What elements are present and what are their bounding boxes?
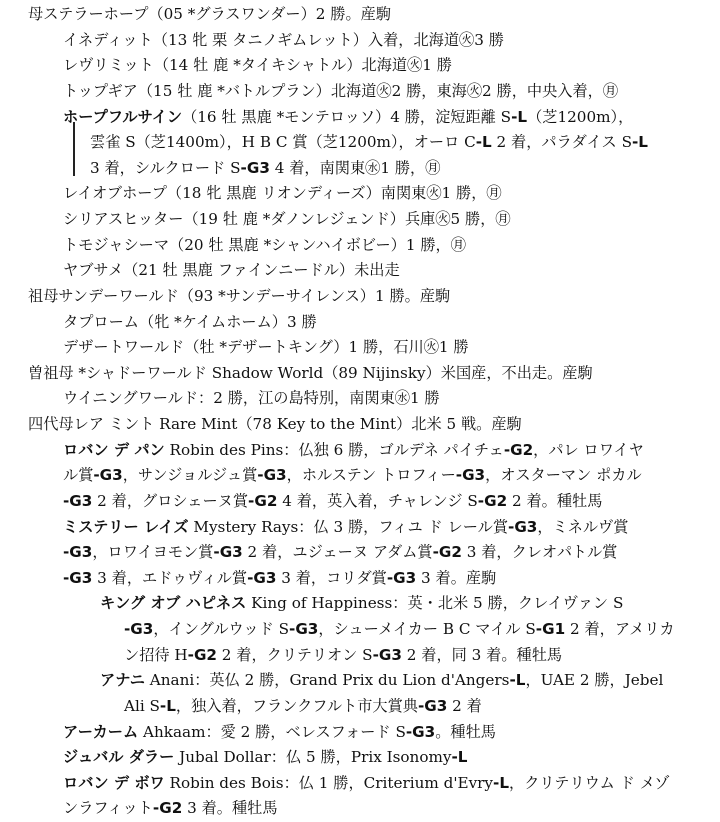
text-run: ウイニングワールド：2 勝，江の島特別，南関東㊌1 勝 bbox=[63, 389, 440, 408]
bold-run: ミステリー レイズ bbox=[63, 517, 189, 536]
bold-run: -G3 bbox=[257, 466, 287, 485]
text-run: 母ステラーホープ（05 *グラスワンダー）2 勝。産駒 bbox=[28, 5, 392, 23]
bold-run: -G3 bbox=[247, 568, 277, 587]
pedigree-line-l12 bbox=[28, 284, 450, 310]
bold-run: -G3 bbox=[124, 620, 154, 638]
bold-run: -G3 bbox=[455, 466, 486, 485]
text-run: 3 着。産駒 bbox=[416, 568, 497, 587]
text-run: Mystery Rays：仏 3 勝，フィユ ド レール賞 bbox=[188, 517, 509, 536]
bold-run: -G3 bbox=[372, 645, 402, 664]
pedigree-line-l7 bbox=[90, 156, 440, 182]
pedigree-line-l15 bbox=[28, 361, 593, 387]
bold-run: ホープフルサイン bbox=[63, 107, 183, 126]
text-run: ，ミネルヴ賞 bbox=[537, 517, 629, 536]
text-run: ，イングルウッド S bbox=[153, 620, 290, 638]
text-run: Jubal Dollar：仏 5 勝，Prix Isonomy bbox=[174, 748, 452, 767]
pedigree-line-l8 bbox=[63, 181, 502, 207]
bold-run: -G3 bbox=[508, 517, 538, 536]
text-run: 2 着，グロシェーヌ賞 bbox=[92, 491, 249, 510]
text-run: ，シューメイカー B C マイル S bbox=[318, 620, 536, 638]
pedigree-line-l27 bbox=[100, 668, 663, 694]
text-run: 3 着，シルクロード S bbox=[90, 158, 241, 177]
text-run: 2 着，パラダイス S bbox=[491, 133, 632, 152]
text-run: ，サンジョルジュ賞 bbox=[122, 466, 258, 485]
bold-run: -G3 bbox=[289, 620, 319, 638]
pedigree-line-l18 bbox=[63, 438, 644, 464]
pedigree-line-l21 bbox=[63, 515, 628, 541]
text-run: トップギア（15 牡 鹿 *バトルプラン）北海道㊋2 勝，東海㊋2 勝，中央入着，㊊ bbox=[63, 81, 619, 100]
continuation-bar bbox=[73, 122, 75, 176]
bold-run: -L bbox=[631, 133, 648, 152]
bold-run: ロバン デ ボワ bbox=[63, 773, 165, 792]
text-run: 祖母サンデーワールド（93 *サンデーサイレンス）1 勝。産駒 bbox=[28, 286, 451, 305]
bold-run: -L bbox=[511, 107, 528, 126]
text-run: 2 着，ユジェーヌ アダム賞 bbox=[242, 543, 433, 562]
text-run: 2 着，クリテリオン S bbox=[216, 645, 373, 664]
text-run: 四代母レア ミント Rare Mint（78 Key to the Mint）北米 5 戦。産駒 bbox=[28, 415, 522, 433]
bold-run: -G2 bbox=[503, 440, 534, 459]
pedigree-line-l29 bbox=[63, 720, 496, 746]
bold-run: -G3 bbox=[386, 568, 417, 587]
pedigree-line-l1 bbox=[28, 2, 391, 28]
text-run: 2 着 bbox=[447, 696, 482, 715]
text-run: ンラフィット bbox=[63, 799, 153, 818]
text-run: ル賞 bbox=[63, 466, 94, 485]
text-run: 2 着，アメリカ bbox=[565, 620, 675, 638]
text-run: レヴリミット（14 牡 鹿 *タイキシャトル）北海道㊋1 勝 bbox=[63, 56, 452, 75]
text-run: ，ホルステン トロフィー bbox=[286, 466, 456, 485]
pedigree-line-l26 bbox=[124, 643, 562, 669]
text-run: タプローム（牝 *ケイムホーム）3 勝 bbox=[63, 312, 317, 331]
bold-run: キング オブ ハピネス bbox=[100, 594, 247, 613]
pedigree-line-l24 bbox=[100, 591, 623, 617]
bold-run: -G2 bbox=[432, 543, 462, 562]
bold-run: アナニ bbox=[100, 671, 145, 690]
pedigree-line-l19 bbox=[63, 463, 642, 489]
bold-run: -G1 bbox=[535, 620, 566, 638]
text-run: 曽祖母 *シャドーワールド Shadow World（89 Nijinsky）米国産，不出走。産駒 bbox=[28, 363, 593, 382]
text-run: 2 着，同 3 着。種牡馬 bbox=[401, 645, 563, 664]
bold-run: アーカーム bbox=[63, 722, 139, 741]
text-run: ヤブサメ（21 牡 黒鹿 ファインニードル）未出走 bbox=[63, 261, 400, 280]
text-run: ，パレ ロワイヤ bbox=[533, 440, 644, 459]
text-run: 。種牡馬 bbox=[435, 722, 496, 741]
text-run: Robin des Pins：仏独 6 勝，ゴルデネ パイチェ bbox=[164, 440, 504, 459]
text-run: イネディット（13 牝 栗 タニノギムレット）入着，北海道㊋3 勝 bbox=[63, 30, 504, 49]
pedigree-line-l17 bbox=[28, 412, 522, 438]
text-run: 4 着，南関東㊌1 勝，㊊ bbox=[269, 158, 441, 177]
bold-run: -G3 bbox=[93, 466, 123, 485]
text-run: Ali S bbox=[124, 696, 160, 715]
bold-run: -G3 bbox=[63, 568, 93, 587]
bold-run: -G3 bbox=[63, 491, 93, 510]
bold-run: -G2 bbox=[152, 799, 183, 818]
text-run: King of Happiness：英・北米 5 勝，クレイヴァン S bbox=[246, 594, 624, 613]
pedigree-line-l31 bbox=[63, 771, 670, 797]
text-run: トモジャシーマ（20 牡 黒鹿 *シャンハイボビー）1 勝，㊊ bbox=[63, 235, 466, 254]
text-run: 雲雀 S（芝1400m），H B C 賞（芝1200m），オーロ C bbox=[90, 133, 476, 152]
pedigree-line-l6 bbox=[90, 130, 648, 156]
text-run: 4 着，英入着，チャレンジ S bbox=[277, 491, 478, 510]
bold-run: ジュバル ダラー bbox=[63, 748, 175, 767]
pedigree-line-l22 bbox=[63, 540, 617, 566]
bold-run: -G3 bbox=[418, 696, 448, 715]
text-run: 2 着。種牡馬 bbox=[507, 491, 603, 510]
text-run: 3 着，コリダ賞 bbox=[276, 568, 387, 587]
bold-run: -L bbox=[509, 671, 526, 690]
text-run: 3 着，エドゥヴィル賞 bbox=[92, 568, 248, 587]
pedigree-line-l23 bbox=[63, 566, 496, 592]
text-run: Ahkaam：愛 2 勝，ベレスフォード S bbox=[138, 722, 406, 741]
bold-run: -G2 bbox=[477, 491, 508, 510]
pedigree-line-l5 bbox=[63, 105, 633, 131]
pedigree-line-l4 bbox=[63, 79, 618, 105]
bold-run: -L bbox=[493, 773, 509, 792]
text-run: デザートワールド（牡 *デザートキング）1 勝，石川㊋1 勝 bbox=[63, 338, 469, 357]
text-run: 3 着。種牡馬 bbox=[182, 799, 278, 818]
pedigree-line-l14 bbox=[63, 335, 469, 361]
bold-run: -G3 bbox=[240, 158, 270, 177]
pedigree-line-l10 bbox=[63, 233, 466, 259]
text-run: （芝1200m）， bbox=[527, 107, 634, 126]
text-run: ，オスターマン ポカル bbox=[485, 466, 642, 485]
bold-run: -G2 bbox=[187, 645, 217, 664]
text-run: ン招待 H bbox=[124, 645, 188, 664]
text-run: シリアスヒッター（19 牡 鹿 *ダノンレジェンド）兵庫㊋5 勝，㊊ bbox=[63, 210, 511, 228]
text-run: 3 着，クレオパトル賞 bbox=[461, 543, 618, 562]
pedigree-line-l16 bbox=[63, 386, 440, 412]
pedigree-line-l3 bbox=[63, 53, 452, 79]
pedigree-line-l25 bbox=[124, 617, 675, 643]
bold-run: -L bbox=[475, 133, 492, 152]
pedigree-line-l32 bbox=[63, 796, 278, 822]
bold-run: -L bbox=[159, 696, 176, 715]
pedigree-line-l28 bbox=[124, 694, 482, 720]
pedigree-line-l11 bbox=[63, 258, 400, 284]
text-run: ，独入着，フランクフルト市大賞典 bbox=[175, 696, 418, 715]
bold-run: -G3 bbox=[213, 543, 243, 562]
bold-run: -L bbox=[451, 748, 468, 767]
text-run: ，クリテリウム ド メゾ bbox=[509, 773, 670, 792]
bold-run: -G3 bbox=[405, 722, 436, 741]
pedigree-line-l2 bbox=[63, 28, 504, 54]
pedigree-line-l20 bbox=[63, 489, 602, 515]
text-run: レイオブホープ（18 牝 黒鹿 リオンディーズ）南関東㊋1 勝，㊊ bbox=[63, 184, 502, 203]
bold-run: -G3 bbox=[63, 543, 93, 562]
text-run: ，ロワイヨモン賞 bbox=[92, 543, 214, 562]
pedigree-line-l30 bbox=[63, 745, 467, 771]
text-run: ，UAE 2 勝，Jebel bbox=[525, 671, 664, 690]
text-run: Anani：英仏 2 勝，Grand Prix du Lion d'Angers bbox=[144, 671, 510, 690]
pedigree-line-l9 bbox=[63, 207, 511, 233]
text-run: Robin des Bois：仏 1 勝，Criterium d'Evry bbox=[164, 773, 494, 792]
pedigree-line-l13 bbox=[63, 310, 317, 336]
bold-run: ロバン デ パン bbox=[63, 440, 165, 459]
text-run: （16 牡 黒鹿 *モンテロッソ）4 勝，淀短距離 S bbox=[182, 107, 512, 126]
bold-run: -G2 bbox=[248, 491, 278, 510]
